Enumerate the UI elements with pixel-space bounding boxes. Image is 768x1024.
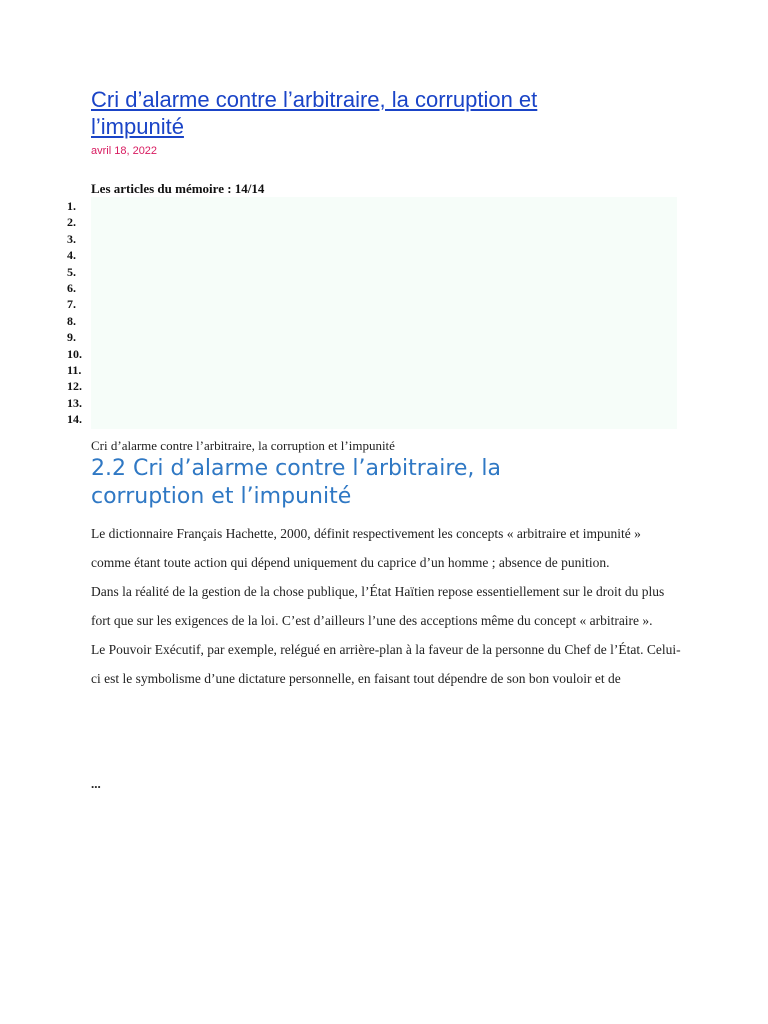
list-item[interactable]: 3. [67, 231, 76, 246]
section-heading: 2.2 Cri d’alarme contre l’arbitraire, la corruption et l’impunité [91, 456, 502, 509]
body-paragraph: Le dictionnaire Français Hachette, 2000, définit respectivement les concepts « arbitraire et impunité » comme étant toute action qui dépend uniquement du caprice d’un homme ; absence de punition. [91, 526, 641, 570]
list-item[interactable]: 10. [67, 346, 82, 361]
list-item[interactable]: 8. [67, 313, 76, 328]
list-item[interactable]: 9. [67, 330, 76, 345]
list-item[interactable]: 1. [67, 199, 76, 213]
list-item[interactable]: 6. [67, 280, 76, 295]
list-item[interactable]: 11. [67, 362, 82, 377]
list-item[interactable]: 7. [67, 297, 76, 312]
list-item[interactable]: 12. [67, 379, 82, 394]
articles-list-panel [91, 197, 677, 429]
list-item[interactable]: 5. [67, 264, 76, 279]
continuation-ellipsis: ... [91, 776, 101, 791]
article-body [91, 519, 681, 693]
articles-list-heading: Les articles du mémoire : 14/14 [91, 181, 265, 196]
article-caption: Cri d’alarme contre l’arbitraire, la corruption et l’impunité [91, 438, 395, 453]
post-date: avril 18, 2022 [91, 145, 158, 157]
list-item[interactable]: 13. [67, 395, 82, 410]
list-item[interactable]: 4. [67, 248, 76, 263]
post-title-link[interactable]: Cri d’alarme contre l’arbitraire, la corruption et l’impunité [91, 87, 538, 139]
list-item[interactable]: 2. [67, 215, 76, 230]
list-item[interactable]: 14. [67, 412, 82, 427]
body-paragraph: Le Pouvoir Exécutif, par exemple, relégué en arrière-plan à la faveur de la personne du Chef de l’État. Celui-ci est le symbolisme d’une dictature personnelle, en faisant tout dépendre de son bon vouloir et de [91, 642, 681, 686]
articles-numbered-list [67, 198, 97, 427]
body-paragraph: Dans la réalité de la gestion de la chose publique, l’État Haïtien repose essentiellement sur le droit du plus fort que sur les exigences de la loi. C’est d’ailleurs l’une des acceptions même du concept « arbitraire ». [91, 584, 665, 628]
